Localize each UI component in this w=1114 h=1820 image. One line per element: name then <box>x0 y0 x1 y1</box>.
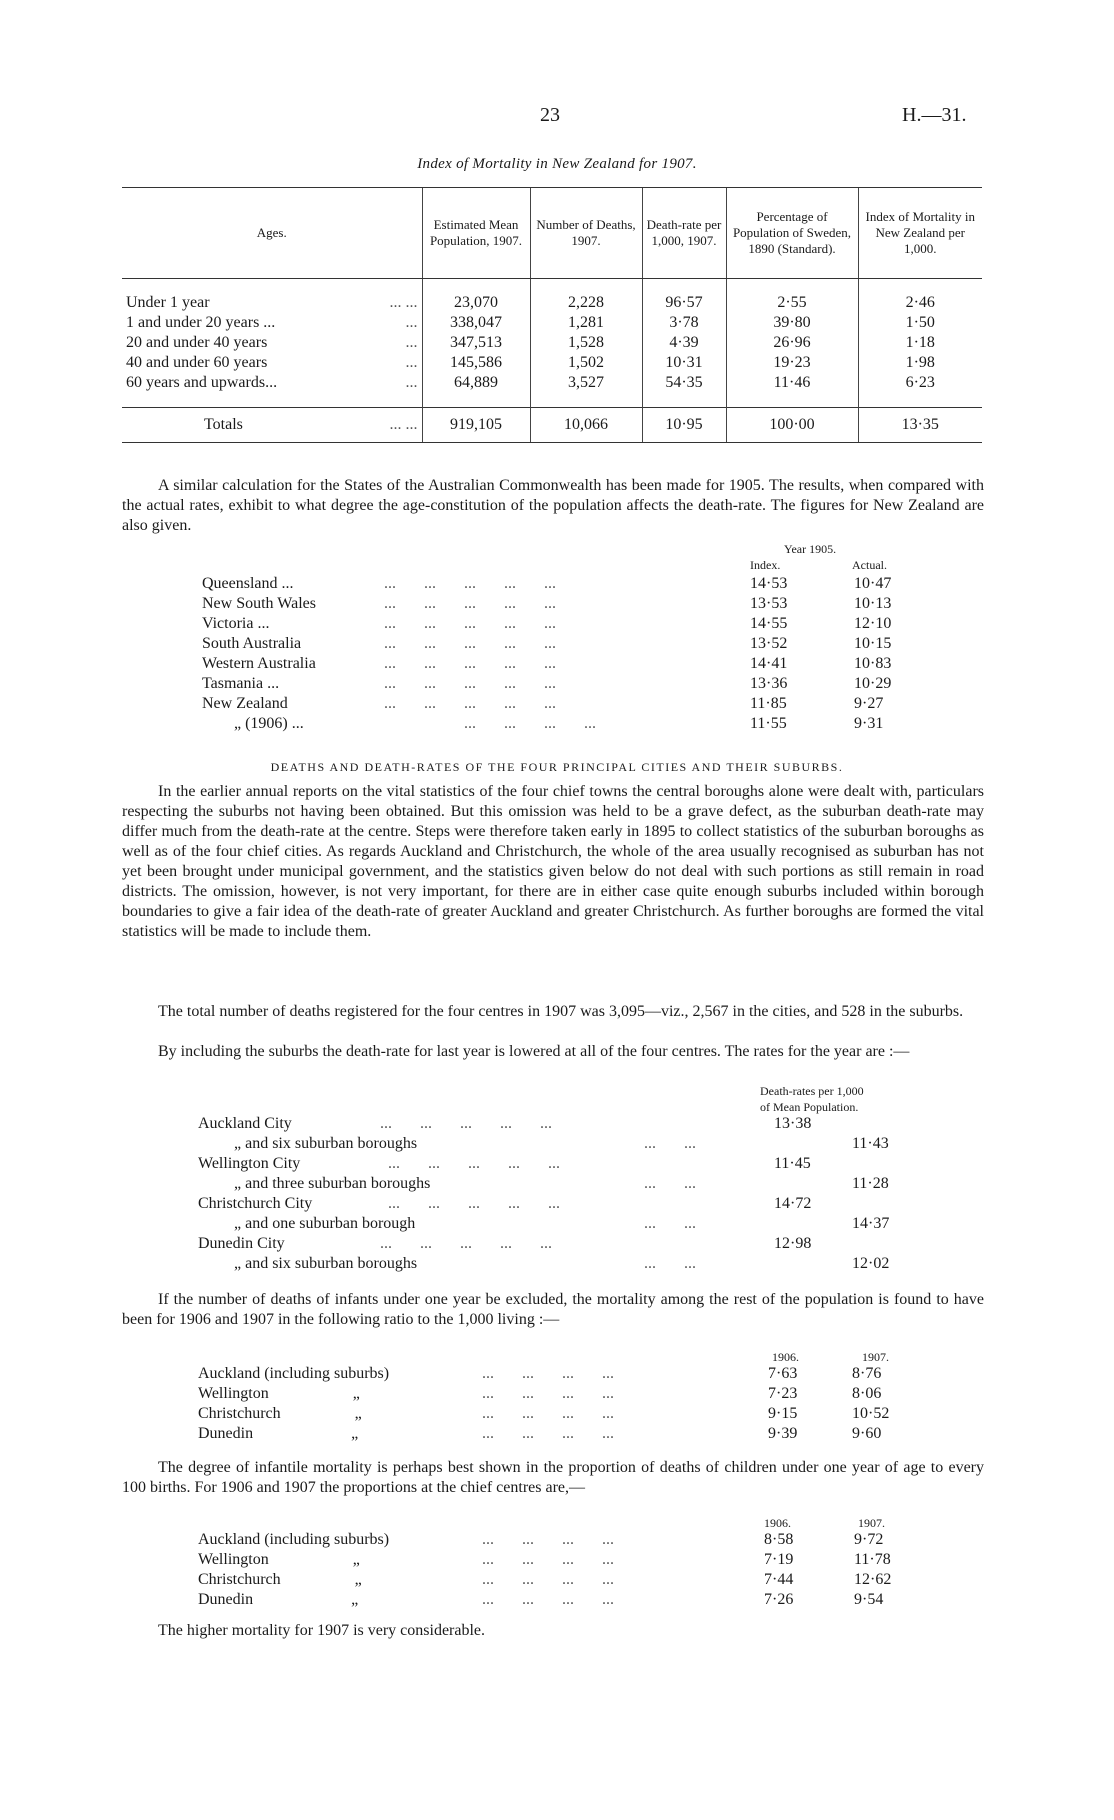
rate-cell: 10·95 <box>642 408 726 443</box>
state-label: Tasmania ... <box>202 675 280 692</box>
age-label: 20 and under 40 years <box>126 334 268 351</box>
row-label: „ and one suburban borough <box>234 1215 416 1232</box>
population-cell: 338,047 <box>422 313 530 333</box>
population-cell: 919,105 <box>422 408 530 443</box>
closing-sentence: The higher mortality for 1907 is very considerable. <box>158 1622 486 1639</box>
paragraph-infantile-mortality: The degree of infantile mortality is perhaps best shown in the proportion of deaths of children under one year of age to every 100 births. For 1906 and 1907 the proportions at the chief centres are,— <box>122 1459 984 1496</box>
value-1907: 10·52 <box>852 1405 890 1422</box>
row-label: Auckland City <box>198 1115 292 1132</box>
age-label: 60 years and upwards... <box>126 374 278 391</box>
death-rate-heading-line2: of Mean Population. <box>760 1100 859 1114</box>
index-value: 11·55 <box>750 715 787 732</box>
age-label: 40 and under 60 years <box>126 354 268 371</box>
paragraph-infants-excluded: If the number of deaths of infants under one year be excluded, the mortality among the rest of the population is found to have been for 1906 and 1907 in the following ratio to the 1,000 living :— <box>122 1291 984 1328</box>
row-label: „ and six suburban boroughs <box>234 1135 418 1152</box>
state-label: Victoria ... <box>202 615 270 632</box>
suburb-rate-value: 12·02 <box>852 1255 890 1272</box>
suburb-rate-value: 11·28 <box>852 1175 889 1192</box>
col-1906-heading: 1906. <box>772 1350 799 1364</box>
paragraph-australia: A similar calculation for the States of the Australian Commonwealth has been made for 1905. The results, when compared with the actual rates, exhibit to what degree the age-constitution of the population affects the death-rate. The figures for New Zealand are also given. <box>122 477 984 534</box>
sweden-cell: 100·00 <box>726 408 858 443</box>
deaths-cell: 1,502 <box>530 353 642 373</box>
table-row: Wellington „ ... ... ... ... 7·19 11·78 <box>198 1551 891 1568</box>
city-rate-value: 13·38 <box>774 1115 812 1132</box>
actual-value: 10·13 <box>854 595 892 612</box>
rate-cell: 4·39 <box>642 333 726 353</box>
index-value: 13·53 <box>750 595 788 612</box>
table-row: South Australia ... ... ... ... ... 13·52 10·15 <box>202 635 892 652</box>
rate-cell: 54·35 <box>642 373 726 393</box>
row-label: Dunedin City <box>198 1235 285 1252</box>
col-1907-heading: 1907. <box>862 1350 889 1364</box>
state-label: Western Australia <box>202 655 316 672</box>
actual-value: 10·47 <box>854 575 892 592</box>
suburb-rate-value: 14·37 <box>852 1215 890 1232</box>
col-sweden-percentage: Percentage of Population of Sweden, 1890 (Standard). <box>726 188 858 279</box>
table-row <box>122 333 982 353</box>
actual-value: 10·83 <box>854 655 892 672</box>
sweden-cell: 26·96 <box>726 333 858 353</box>
actual-value: 9·31 <box>854 715 884 732</box>
table-row <box>122 293 982 313</box>
city-label: Christchurch „ <box>198 1571 362 1588</box>
col-death-rate: Death-rate per 1,000, 1907. <box>642 188 726 279</box>
value-1907: 11·78 <box>854 1551 891 1568</box>
index-value: 13·52 <box>750 635 788 652</box>
population-cell: 64,889 <box>422 373 530 393</box>
value-1906: 9·15 <box>768 1405 798 1422</box>
value-1907: 9·72 <box>854 1531 884 1548</box>
state-label: South Australia <box>202 635 302 652</box>
section-heading: DEATHS AND DEATH-RATES OF THE FOUR PRINCIPAL CITIES AND THEIR SUBURBS. <box>270 760 844 774</box>
city-label: Dunedin „ <box>198 1425 359 1442</box>
page-reference: H.—31. <box>902 104 967 126</box>
leader-dots: ... <box>405 354 418 371</box>
page-number: 23 <box>540 104 560 126</box>
table-row: Auckland (including suburbs) ... ... ... ... 8·58 9·72 <box>198 1531 884 1548</box>
rate-cell: 3·78 <box>642 313 726 333</box>
index-cell: 2·46 <box>858 293 982 313</box>
leader-dots: ... ... <box>389 416 418 433</box>
table-header-row <box>122 188 982 279</box>
index-value: 11·85 <box>750 695 787 712</box>
year-heading: Year 1905. <box>784 542 837 556</box>
city-label: Wellington „ <box>198 1551 360 1568</box>
city-label: Christchurch „ <box>198 1405 362 1422</box>
index-cell: 6·23 <box>858 373 982 393</box>
actual-value: 9·27 <box>854 695 884 712</box>
city-label: Auckland (including suburbs) <box>198 1365 390 1382</box>
age-label: 1 and under 20 years ... <box>126 314 276 331</box>
sweden-cell: 19·23 <box>726 353 858 373</box>
value-1906: 7·19 <box>764 1551 794 1568</box>
value-1906: 7·44 <box>764 1571 794 1588</box>
totals-row <box>122 408 982 443</box>
leader-dots: ... ... <box>389 294 418 311</box>
table-row: Christchurch „ ... ... ... ... 7·44 12·62 <box>198 1571 892 1588</box>
value-1906: 7·26 <box>764 1591 794 1608</box>
index-value: 14·41 <box>750 655 788 672</box>
state-label: Queensland ... <box>202 575 294 592</box>
totals-label: Totals <box>204 416 243 433</box>
table-row: Victoria ... ... ... ... ... ... 14·55 12·10 <box>202 615 892 632</box>
actual-value: 10·15 <box>854 635 892 652</box>
city-label: Dunedin „ <box>198 1591 359 1608</box>
table-row <box>122 313 982 333</box>
paragraph-total-deaths: The total number of deaths registered for the four centres in 1907 was 3,095—viz., 2,567 in the cities, and 528 in the suburbs. <box>158 1003 964 1020</box>
index-value: 14·53 <box>750 575 788 592</box>
index-heading: Index. <box>750 558 781 572</box>
col-1907-heading: 1907. <box>858 1516 885 1530</box>
table-row: Dunedin City ... ... ... ... ... 12·98 <box>198 1235 812 1252</box>
value-1907: 12·62 <box>854 1571 892 1588</box>
deaths-cell: 2,228 <box>530 293 642 313</box>
city-rate-value: 14·72 <box>774 1195 812 1212</box>
leader-dots: ... <box>405 314 418 331</box>
leader-dots: ... <box>405 334 418 351</box>
col-ages: Ages. <box>122 188 422 279</box>
actual-heading: Actual. <box>852 558 887 572</box>
table-row: Christchurch „ ... ... ... ... 9·15 10·52 <box>198 1405 890 1422</box>
sweden-cell: 2·55 <box>726 293 858 313</box>
state-label: New Zealand <box>202 695 288 712</box>
state-label: New South Wales <box>202 595 316 612</box>
table-row: „ (1906) ... ... ... ... ... 11·55 9·31 <box>202 714 902 734</box>
row-label: „ and six suburban boroughs <box>234 1255 418 1272</box>
rate-cell: 10·31 <box>642 353 726 373</box>
deaths-cell: 3,527 <box>530 373 642 393</box>
table-row <box>122 353 982 373</box>
col-1906-heading: 1906. <box>764 1516 791 1530</box>
city-label: Wellington „ <box>198 1385 360 1402</box>
index-cell: 1·18 <box>858 333 982 353</box>
value-1907: 9·54 <box>854 1591 884 1608</box>
row-label: „ and three suburban boroughs <box>234 1175 431 1192</box>
sweden-cell: 39·80 <box>726 313 858 333</box>
leader-dots: ... <box>405 374 418 391</box>
index-value: 13·36 <box>750 675 788 692</box>
table-row: New South Wales ... ... ... ... ... 13·53 10·13 <box>202 595 892 612</box>
index-cell: 13·35 <box>858 408 982 443</box>
table-row: Dunedin „ ... ... ... ... 9·39 9·60 <box>198 1425 882 1442</box>
city-rate-value: 11·45 <box>774 1155 811 1172</box>
mortality-table <box>122 187 982 443</box>
deaths-cell: 1,528 <box>530 333 642 353</box>
table-row: New Zealand ... ... ... ... ... 11·85 9·27 <box>202 695 884 712</box>
table-row: Tasmania ... ... ... ... ... ... 13·36 10·29 <box>202 675 892 692</box>
index-cell: 1·98 <box>858 353 982 373</box>
population-cell: 23,070 <box>422 293 530 313</box>
deaths-cell: 10,066 <box>530 408 642 443</box>
index-value: 14·55 <box>750 615 788 632</box>
table-row: „ and six suburban boroughs ... ... 11·43 <box>198 1134 918 1154</box>
actual-value: 12·10 <box>854 615 892 632</box>
table-row: Auckland (including suburbs) ... ... ... ... 7·63 8·76 <box>198 1365 882 1382</box>
value-1906: 8·58 <box>764 1531 794 1548</box>
city-rate-value: 12·98 <box>774 1235 812 1252</box>
suburb-rate-value: 11·43 <box>852 1135 889 1152</box>
table-row: Dunedin „ ... ... ... ... 7·26 9·54 <box>198 1591 884 1608</box>
actual-value: 10·29 <box>854 675 892 692</box>
row-label: Wellington City <box>198 1155 301 1172</box>
table-row: Wellington „ ... ... ... ... 7·23 8·06 <box>198 1385 882 1402</box>
mortality-table-title: Index of Mortality in New Zealand for 1907. <box>417 156 697 172</box>
population-cell: 145,586 <box>422 353 530 373</box>
col-population: Estimated Mean Population, 1907. <box>422 188 530 279</box>
state-label: „ (1906) ... <box>234 715 304 732</box>
sweden-cell: 11·46 <box>726 373 858 393</box>
table-row: Queensland ... ... ... ... ... ... 14·53 10·47 <box>202 575 892 592</box>
table-row: „ and six suburban boroughs ... ... 12·02 <box>198 1254 918 1274</box>
death-rate-heading-line1: Death-rates per 1,000 <box>760 1084 864 1098</box>
table-row: Christchurch City ... ... ... ... ... 14·72 <box>198 1195 812 1212</box>
age-label: Under 1 year <box>126 294 210 311</box>
value-1906: 9·39 <box>768 1425 798 1442</box>
paragraph-earlier-reports: In the earlier annual reports on the vital statistics of the four chief towns the central boroughs alone were dealt with, particulars respecting the suburbs not having been obtained. But this omission was held to be a grave defect, as the suburban death-rate may differ much from the death-rate at the centre. Steps were therefore taken early in 1895 to collect statistics of the suburban boroughs as well as of the four chief cities. As regards Auckland and Christchurch, the whole of the area usually recognised as suburban has not yet been brought under municipal government, and the statistics given below do not deal with such portions as still remain in road districts. The omission, however, is not very important, for there are in either case quite enough suburbs included within borough boundaries to give a fair idea of the death-rate of greater Auckland and greater Christchurch. As further boroughs are formed the vital statistics will be made to include them. <box>122 783 984 940</box>
paragraph-including-suburbs: By including the suburbs the death-rate for last year is lowered at all of the four centres. The rates for the year are :— <box>158 1043 910 1060</box>
deaths-cell: 1,281 <box>530 313 642 333</box>
value-1906: 7·23 <box>768 1385 798 1402</box>
table-row: Western Australia ... ... ... ... ... 14·41 10·83 <box>202 655 892 672</box>
row-label: Christchurch City <box>198 1195 313 1212</box>
table-row: „ and three suburban boroughs ... ... 11·28 <box>198 1174 918 1194</box>
table-row: Auckland City ... ... ... ... ... 13·38 <box>198 1115 812 1132</box>
rate-cell: 96·57 <box>642 293 726 313</box>
value-1907: 8·06 <box>852 1385 882 1402</box>
col-deaths: Number of Deaths, 1907. <box>530 188 642 279</box>
population-cell: 347,513 <box>422 333 530 353</box>
table-row <box>122 373 982 393</box>
table-row: „ and one suburban borough ... ... 14·37 <box>198 1214 918 1234</box>
table-row: Wellington City ... ... ... ... ... 11·45 <box>198 1155 811 1172</box>
value-1906: 7·63 <box>768 1365 798 1382</box>
city-label: Auckland (including suburbs) <box>198 1531 390 1548</box>
index-cell: 1·50 <box>858 313 982 333</box>
col-mortality-index: Index of Mortality in New Zealand per 1,000. <box>858 188 982 279</box>
value-1907: 8·76 <box>852 1365 882 1382</box>
value-1907: 9·60 <box>852 1425 882 1442</box>
